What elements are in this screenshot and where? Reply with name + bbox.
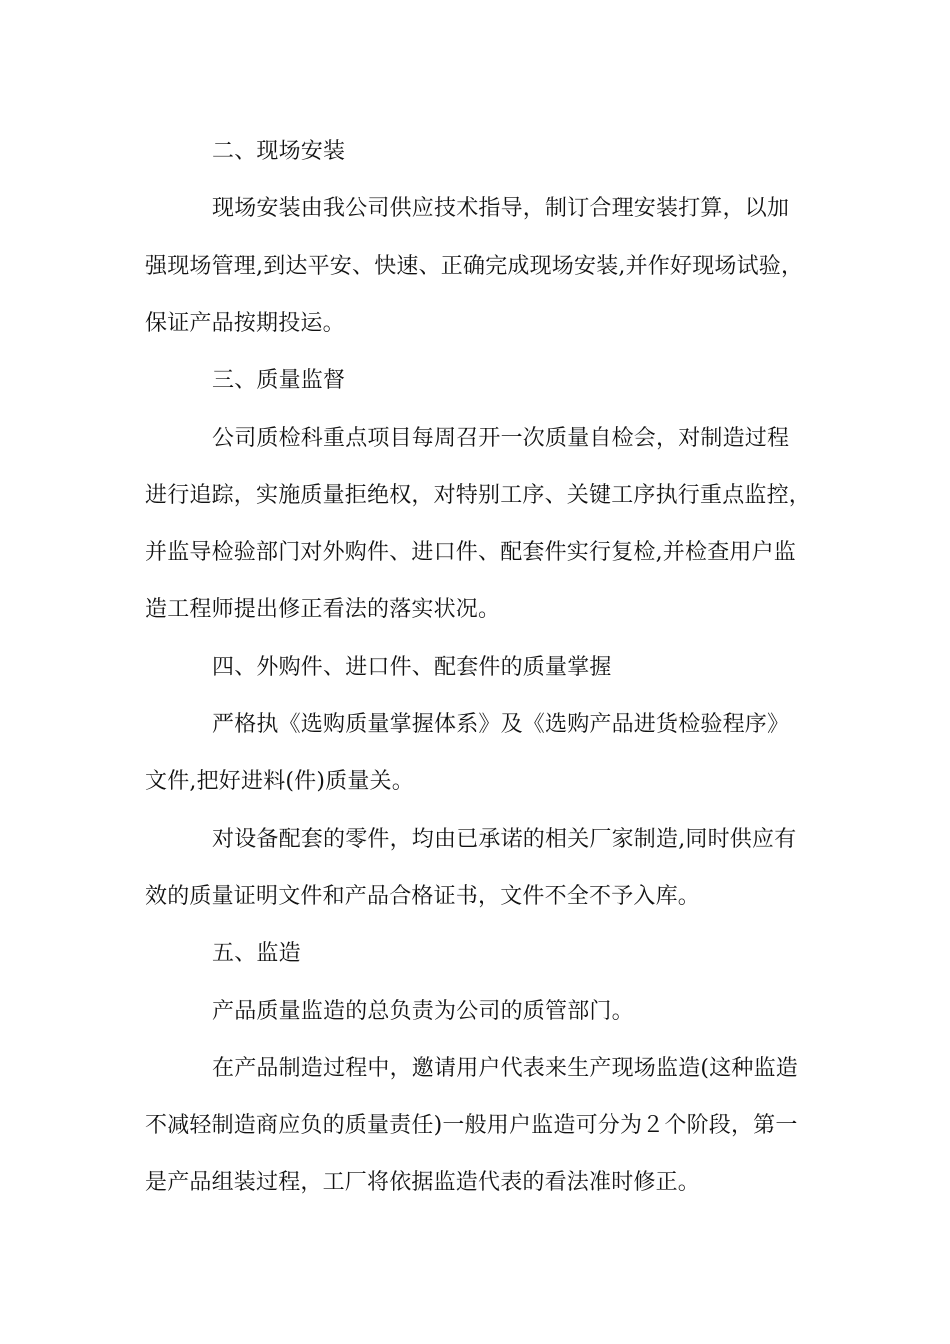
section-heading-installation: 二、现场安装	[212, 139, 346, 164]
paragraph-line: 在产品制造过程中，邀请用户代表来生产现场监造(这种监造	[212, 1056, 798, 1081]
section-heading-supervision: 五、监造	[212, 941, 301, 966]
paragraph-line: 对设备配套的零件，均由已承诺的相关厂家制造,同时供应有	[212, 827, 797, 852]
paragraph-line: 是产品组装过程，工厂将依据监造代表的看法准时修正。	[145, 1170, 701, 1195]
paragraph-line: 文件,把好进料(件)质量关。	[145, 769, 414, 794]
paragraph-line: 产品质量监造的总负责为公司的质管部门。	[212, 999, 634, 1024]
paragraph-line: 效的质量证明文件和产品合格证书，文件不全不予入库。	[145, 884, 701, 909]
paragraph-line: 不减轻制造商应负的质量责任)一般用户监造可分为２个阶段，第一	[145, 1113, 798, 1138]
paragraph-line: 严格执《选购质量掌握体系》及《选购产品进货检验程序》	[212, 712, 790, 737]
paragraph-line: 现场安装由我公司供应技术指导，制订合理安装打算，以加	[212, 196, 790, 221]
section-heading-quality-supervision: 三、质量监督	[212, 368, 346, 393]
paragraph-line: 强现场管理,到达平安、快速、正确完成现场安装,并作好现场试验，	[145, 254, 804, 279]
paragraph-line: 造工程师提出修正看法的落实状况。	[145, 597, 501, 622]
paragraph-line: 公司质检科重点项目每周召开一次质量自检会，对制造过程	[212, 426, 790, 451]
section-heading-purchased-parts: 四、外购件、进口件、配套件的质量掌握	[212, 655, 612, 680]
paragraph-line: 保证产品按期投运。	[145, 311, 345, 336]
paragraph-line: 并监导检验部门对外购件、进口件、配套件实行复检,并检查用户监	[145, 540, 796, 565]
paragraph-line: 进行追踪，实施质量拒绝权，对特别工序、关键工序执行重点监控，	[145, 483, 812, 508]
